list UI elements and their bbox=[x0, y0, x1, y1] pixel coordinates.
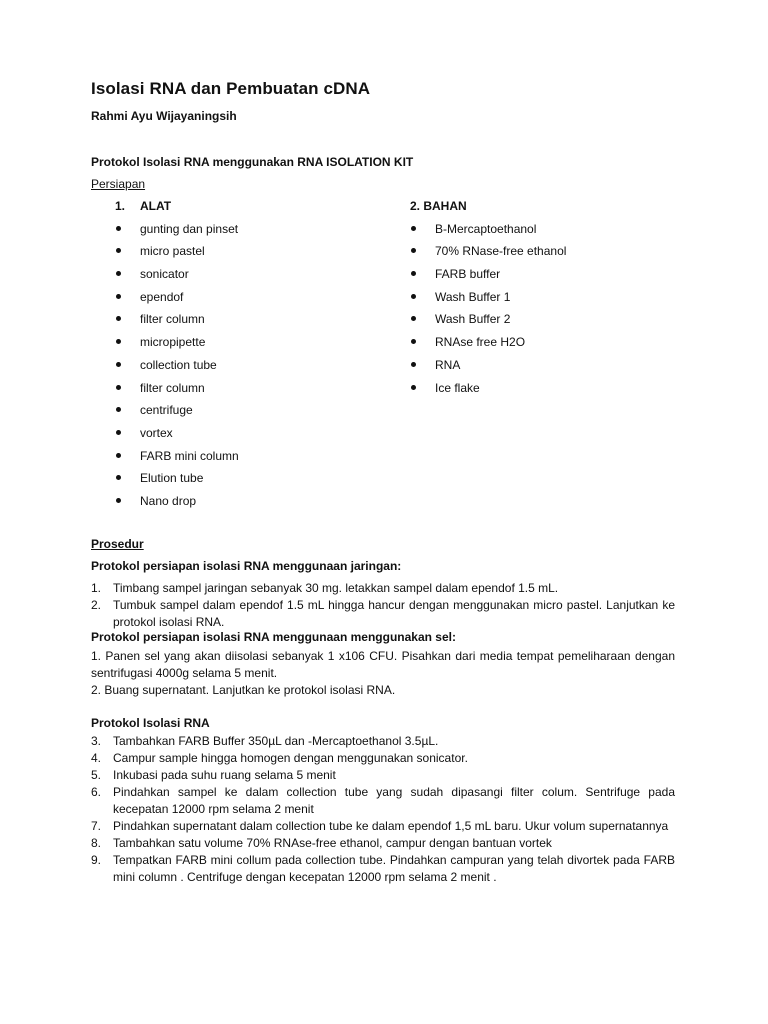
list-item-label: RNAse free H2O bbox=[435, 335, 526, 350]
isolasi-heading: Protokol Isolasi RNA bbox=[91, 716, 210, 730]
step-number: 9. bbox=[91, 853, 102, 867]
bullet-icon bbox=[411, 294, 416, 299]
step-text: Inkubasi pada suhu ruang selama 5 menit bbox=[113, 768, 336, 782]
jaringan-steps-block bbox=[91, 580, 675, 631]
document-author: Rahmi Ayu Wijayaningsih bbox=[91, 109, 237, 123]
list-item bbox=[115, 357, 239, 380]
sel-line-1: 1. Panen sel yang akan diisolasi sebanyak 1 x106 CFU. Pisahkan dari media tempat pemeliharaan dengan sentrifugasi 4000g selama 5 menit. bbox=[91, 649, 675, 680]
bullet-icon bbox=[411, 339, 416, 344]
bullet-icon bbox=[116, 316, 121, 321]
bullet-icon bbox=[116, 453, 121, 458]
protocol-heading: Protokol Isolasi RNA menggunakan RNA ISOLATION KIT bbox=[91, 155, 414, 169]
bullet-icon bbox=[116, 498, 121, 503]
list-item-label: Ice flake bbox=[435, 380, 480, 395]
step-number: 6. bbox=[91, 785, 102, 799]
bullet-icon bbox=[116, 475, 121, 480]
list-item bbox=[115, 334, 239, 357]
isolasi-steps-block bbox=[91, 733, 675, 886]
list-item bbox=[115, 493, 239, 516]
bullet-icon bbox=[411, 385, 416, 390]
sel-line-2: 2. Buang supernatant. Lanjutkan ke protokol isolasi RNA. bbox=[91, 683, 396, 697]
bullet-icon bbox=[411, 362, 416, 367]
bullet-icon bbox=[116, 226, 121, 231]
step-item bbox=[91, 818, 675, 835]
bullet-icon bbox=[411, 316, 416, 321]
step-item bbox=[91, 784, 675, 818]
step-text: Campur sample hingga homogen dengan menggunakan sonicator. bbox=[113, 751, 468, 765]
bahan-title: 2. BAHAN bbox=[410, 199, 467, 213]
list-item-label: vortex bbox=[140, 425, 173, 440]
step-text: Pindahkan supernatant dalam collection tube ke dalam ependof 1,5 mL baru. Ukur volum supernatannya bbox=[113, 819, 669, 833]
step-number: 8. bbox=[91, 836, 102, 850]
list-item bbox=[115, 448, 239, 471]
list-item-label: Wash Buffer 2 bbox=[435, 312, 511, 327]
step-item bbox=[91, 835, 675, 852]
alat-label: ALAT bbox=[140, 199, 172, 213]
bullet-icon bbox=[116, 248, 121, 253]
bahan-column bbox=[410, 198, 566, 402]
step-text: Timbang sampel jaringan sebanyak 30 mg. letakkan sampel dalam ependof 1.5 mL. bbox=[113, 581, 559, 595]
list-item-label: filter column bbox=[140, 312, 205, 327]
alat-list bbox=[115, 221, 239, 516]
list-item-label: Elution tube bbox=[140, 471, 204, 486]
list-item bbox=[115, 425, 239, 448]
step-text: Tumbuk sampel dalam ependof 1.5 mL hingga hancur dengan menggunakan micro pastel. Lanjutkan ke protokol isolasi RNA. bbox=[113, 598, 675, 629]
list-item-label: Nano drop bbox=[140, 493, 197, 508]
step-number: 1. bbox=[91, 581, 102, 595]
list-item bbox=[115, 266, 239, 289]
bullet-icon bbox=[116, 271, 121, 276]
bullet-icon bbox=[116, 339, 121, 344]
bullet-icon bbox=[116, 407, 121, 412]
list-item bbox=[410, 311, 566, 334]
step-number: 5. bbox=[91, 768, 102, 782]
bullet-icon bbox=[411, 248, 416, 253]
list-item-label: centrifuge bbox=[140, 403, 193, 418]
step-number: 2. bbox=[91, 598, 102, 612]
list-item-label: collection tube bbox=[140, 357, 217, 372]
alat-title bbox=[115, 198, 239, 221]
list-item-label: B-Mercaptoethanol bbox=[435, 221, 537, 236]
step-text: Pindahkan sampel ke dalam collection tube yang sudah dipasangi filter colum. Sentrifuge pada kecepatan 12000 rpm selama 2 menit bbox=[113, 785, 675, 816]
step-number: 3. bbox=[91, 734, 102, 748]
list-item-label: FARB buffer bbox=[435, 267, 501, 282]
list-item bbox=[115, 243, 239, 266]
list-item-label: RNA bbox=[435, 357, 461, 372]
list-item bbox=[115, 380, 239, 403]
list-item-label: sonicator bbox=[140, 267, 189, 282]
alat-column bbox=[115, 198, 239, 516]
document-title: Isolasi RNA dan Pembuatan cDNA bbox=[91, 79, 371, 98]
sel-heading: Protokol persiapan isolasi RNA menggunaan menggunakan sel: bbox=[91, 630, 456, 644]
bahan-list bbox=[410, 221, 566, 403]
list-item bbox=[115, 221, 239, 244]
bullet-icon bbox=[411, 271, 416, 276]
list-item bbox=[410, 380, 566, 403]
list-item-label: gunting dan pinset bbox=[140, 221, 239, 236]
jaringan-heading: Protokol persiapan isolasi RNA menggunaan jaringan: bbox=[91, 559, 402, 573]
alat-number: 1. bbox=[115, 199, 126, 213]
list-item-label: Wash Buffer 1 bbox=[435, 289, 511, 304]
bullet-icon bbox=[116, 362, 121, 367]
persiapan-heading: Persiapan bbox=[91, 177, 146, 191]
list-item-label: micropipette bbox=[140, 335, 206, 350]
list-item-label: FARB mini column bbox=[140, 448, 239, 463]
isolasi-steps bbox=[91, 733, 675, 886]
list-item-label: 70% RNase-free ethanol bbox=[435, 244, 567, 259]
step-text: Tambahkan FARB Buffer 350µL dan -Mercaptoethanol 3.5µL. bbox=[113, 734, 439, 748]
step-item bbox=[91, 852, 675, 886]
step-number: 7. bbox=[91, 819, 102, 833]
list-item-label: micro pastel bbox=[140, 244, 205, 259]
list-item bbox=[115, 402, 239, 425]
list-item bbox=[115, 470, 239, 493]
step-item bbox=[91, 750, 675, 767]
list-item bbox=[410, 357, 566, 380]
prosedur-heading: Prosedur bbox=[91, 537, 144, 551]
list-item bbox=[410, 289, 566, 312]
list-item bbox=[410, 334, 566, 357]
bullet-icon bbox=[411, 226, 416, 231]
step-item bbox=[91, 597, 675, 631]
step-item bbox=[91, 733, 675, 750]
list-item-label: filter column bbox=[140, 380, 205, 395]
step-text: Tempatkan FARB mini collum pada collection tube. Pindahkan campuran yang telah divortek pada FARB mini column . Centrifuge dengan kecepatan 12000 rpm selama 2 menit . bbox=[113, 853, 675, 884]
list-item bbox=[410, 266, 566, 289]
bullet-icon bbox=[116, 430, 121, 435]
step-item bbox=[91, 767, 675, 784]
jaringan-steps bbox=[91, 580, 675, 631]
step-item bbox=[91, 580, 675, 597]
step-number: 4. bbox=[91, 751, 102, 765]
list-item bbox=[115, 311, 239, 334]
bullet-icon bbox=[116, 294, 121, 299]
bullet-icon bbox=[116, 385, 121, 390]
list-item bbox=[115, 289, 239, 312]
list-item-label: ependof bbox=[140, 289, 184, 304]
list-item bbox=[410, 243, 566, 266]
step-text: Tambahkan satu volume 70% RNAse-free ethanol, campur dengan bantuan vortek bbox=[113, 836, 552, 850]
list-item bbox=[410, 221, 566, 244]
